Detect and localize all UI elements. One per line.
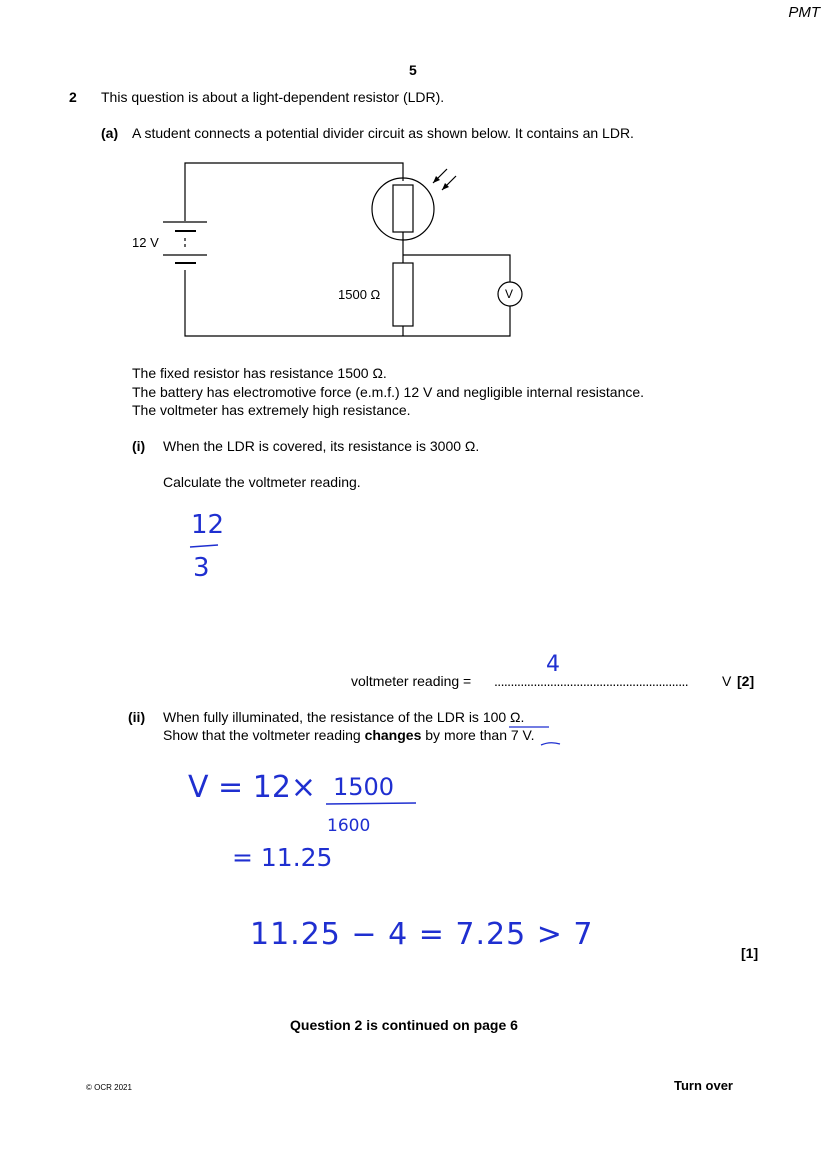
copyright: © OCR 2021	[86, 1083, 132, 1092]
handwritten-numerator: 12	[191, 510, 225, 540]
part-i-marks: [2]	[737, 673, 755, 689]
info-line-2: The battery has electromotive force (e.m.f.) 12 V and negligible internal resistance.	[132, 384, 645, 400]
answer-unit: V	[722, 673, 732, 689]
part-i-label: (i)	[132, 438, 146, 454]
question-number: 2	[69, 89, 77, 105]
battery-label: 12 V	[132, 235, 159, 250]
working-line-1-denominator: 1600	[327, 816, 371, 836]
page-number: 5	[409, 62, 417, 78]
answer-dots[interactable]: ...........................................................	[494, 673, 689, 689]
part-a-text: A student connects a potential divider circuit as shown below. It contains an LDR.	[132, 125, 634, 141]
info-line-1: The fixed resistor has resistance 1500 Ω.	[132, 365, 387, 381]
part-ii-line-2-bold: changes	[364, 727, 422, 743]
working-line-1-numerator: 1500	[333, 773, 395, 801]
part-i-instruction: Calculate the voltmeter reading.	[163, 474, 361, 490]
turn-over: Turn over	[674, 1078, 733, 1093]
handwritten-denominator: 3	[193, 553, 210, 583]
part-ii-marks: [1]	[741, 945, 759, 961]
part-i-text: When the LDR is covered, its resistance is 3000 Ω.	[163, 438, 480, 454]
working-line-2: = 11.25	[232, 843, 333, 872]
part-ii-line-1: When fully illuminated, the resistance of the LDR is 100 Ω.	[163, 709, 525, 725]
voltmeter-label: V	[505, 287, 514, 301]
answer-value: 4	[546, 652, 560, 677]
part-ii-line-2-prefix: Show that the voltmeter reading	[163, 727, 365, 743]
part-ii-label: (ii)	[128, 709, 146, 725]
watermark: PMT	[788, 4, 820, 21]
part-ii-line-2-suffix: by more than 7 V.	[421, 727, 535, 743]
working-line-3: 11.25 − 4 = 7.25 > 7	[250, 917, 594, 952]
question-intro: This question is about a light-dependent resistor (LDR).	[101, 89, 445, 105]
resistor-label: 1500 Ω	[338, 287, 381, 302]
answer-label: voltmeter reading =	[351, 673, 472, 689]
info-line-3: The voltmeter has extremely high resistance.	[132, 402, 411, 418]
working-line-1-prefix: V = 12×	[188, 770, 317, 805]
part-a-label: (a)	[101, 125, 119, 141]
continued-note: Question 2 is continued on page 6	[290, 1017, 518, 1033]
